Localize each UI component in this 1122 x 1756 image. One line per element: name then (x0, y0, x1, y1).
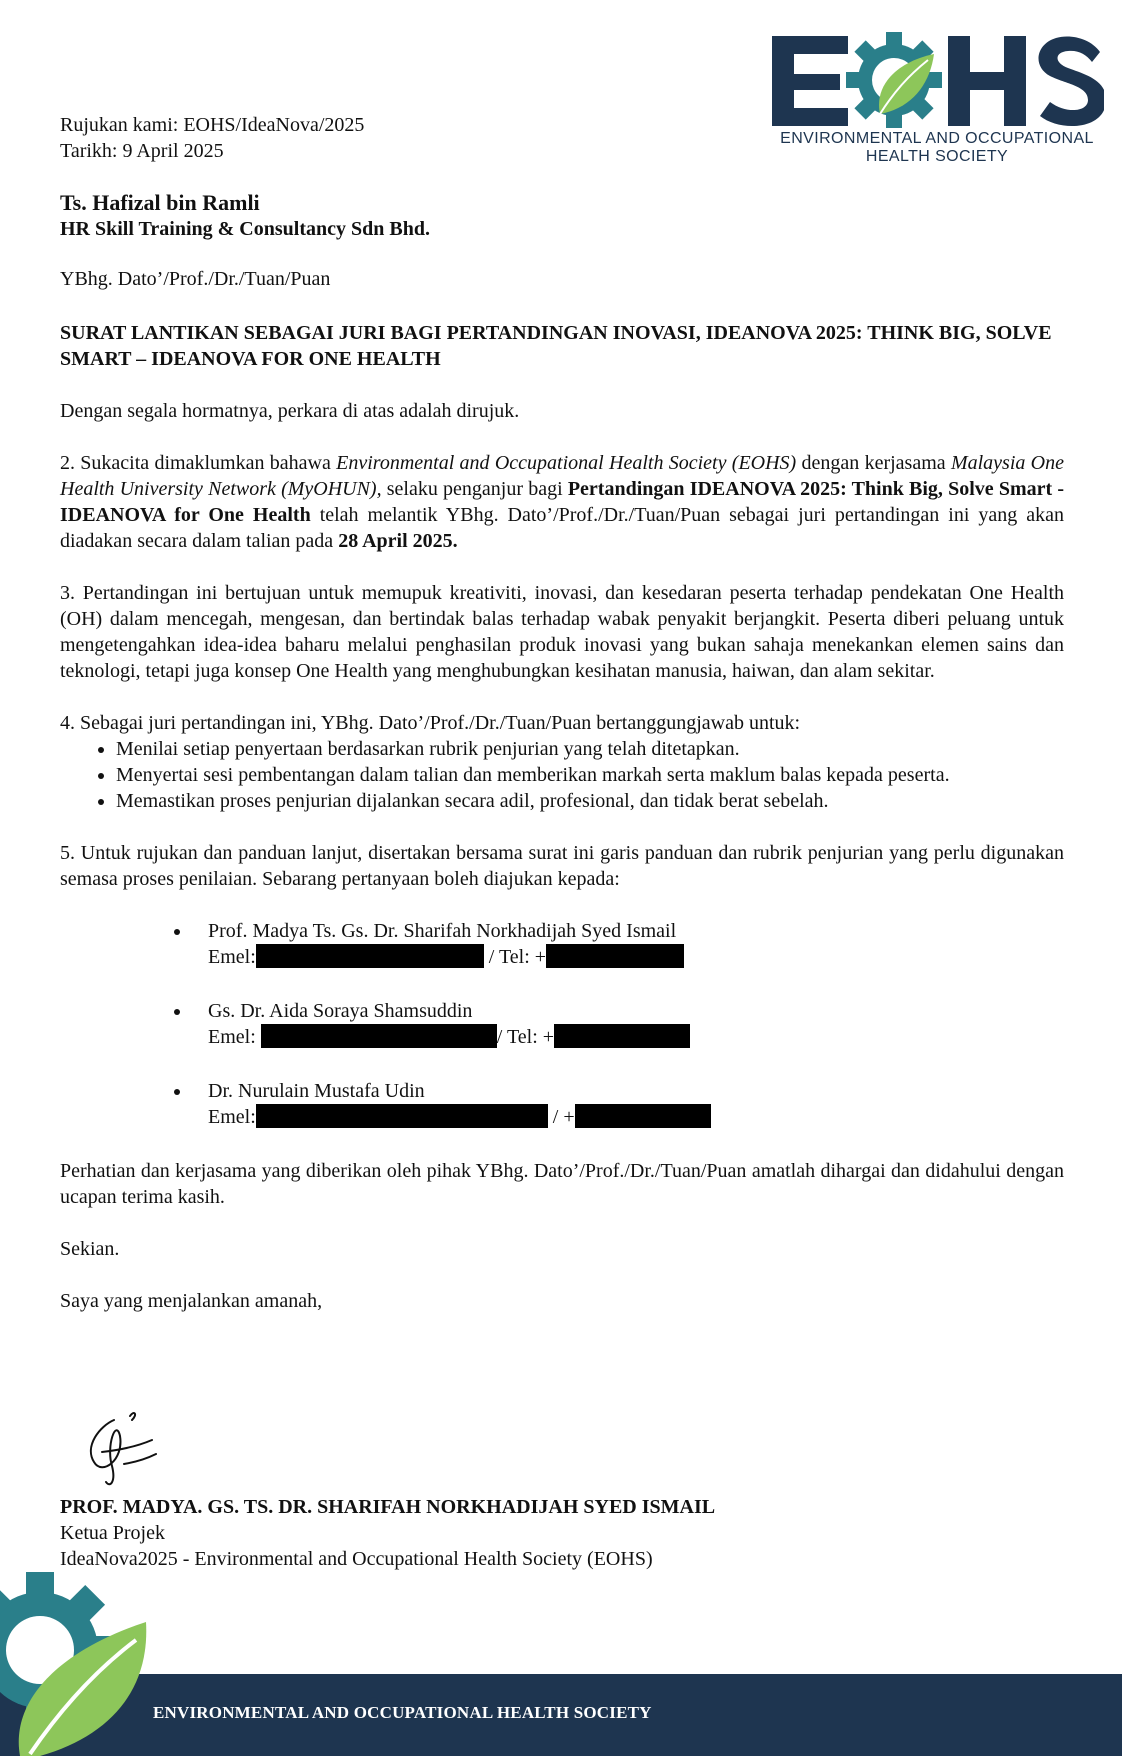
contacts-list (60, 918, 1064, 1130)
p2-text-2: dengan kerjasama (796, 452, 951, 474)
duty-item: • Menilai setiap penyertaan berdasarkan rubrik penjurian yang telah ditetapkan. (116, 736, 1064, 762)
contact-tel-label: / Tel: + (496, 1026, 555, 1048)
duty-item: • Memastikan proses penjurian dijalankan secara adil, profesional, dan tidak berat sebelah. (116, 788, 1064, 814)
contact-name: Gs. Dr. Aida Soraya Shamsuddin (208, 1000, 473, 1022)
footer-gear-leaf-icon (0, 1540, 160, 1756)
footer-society-name: ENVIRONMENTAL AND OCCUPATIONAL HEALTH SOCIETY (153, 1703, 652, 1722)
signer-role: Ketua Projek (60, 1522, 165, 1544)
letter-date: Tarikh: 9 April 2025 (60, 140, 224, 162)
p2-myohun-name: Malaysia One Health University Network (MyOHUN), (60, 452, 1064, 500)
p2-text-1: 2. Sukacita dimaklumkan bahawa (60, 452, 337, 474)
paragraph-3: 3. Pertandingan ini bertujuan untuk memupuk kreativiti, inovasi, dan kesedaran peserta terhadap pendekatan One Health (OH) dalam mencegah, mengesan, dan bertindak balas terhadap wabak penyakit berjangkit. Peserta diberi peluang untuk mengetengahkan idea-idea baharu melalui penghasilan produk inovasi yang bukan sahaja menekankan elemen sains dan teknologi, tetapi juga konsep One Health yang menghubungkan kesihatan manusia, haiwan, dan alam sekitar. (60, 582, 1064, 682)
paragraph-5: 5. Untuk rujukan dan panduan lanjut, disertakan bersama surat ini garis panduan dan rubrik penjurian yang perlu digunakan semasa proses penilaian. Sebarang pertanyaan boleh diajukan kepada: (60, 842, 1064, 890)
contact-item (192, 1078, 1064, 1130)
contact-email-label: Emel: (208, 1106, 256, 1128)
contact-email-label: Emel: (208, 946, 256, 968)
redacted-phone (546, 944, 684, 968)
contact-item (192, 998, 1064, 1050)
p2-competition-name: Pertandingan IDEANOVA 2025: Think Big, Solve Smart - IDEANOVA for One Health (60, 478, 1064, 526)
p2-text-3: selaku penganjur bagi (381, 478, 568, 500)
opening-line: Dengan segala hormatnya, perkara di atas adalah dirujuk. (60, 400, 520, 422)
recipient-organization: HR Skill Training & Consultancy Sdn Bhd. (60, 218, 430, 240)
redacted-email (256, 1104, 548, 1128)
salutation: YBhg. Dato’/Prof./Dr./Tuan/Puan (60, 268, 331, 290)
contact-tel-label: / Tel: + (483, 946, 547, 968)
signer-organization: IdeaNova2025 - Environmental and Occupational Health Society (EOHS) (60, 1548, 653, 1570)
logo-subtitle-line2: HEALTH SOCIETY (865, 148, 1009, 165)
redacted-email (261, 1024, 497, 1048)
contact-tel-label: / + (547, 1106, 575, 1128)
logo-subtitle-line1: ENVIRONMENTAL AND OCCUPATIONAL (780, 130, 1094, 147)
duty-item: • Menyertai sesi pembentangan dalam talian dan memberikan markah serta maklum balas kepada peserta. (116, 762, 1064, 788)
redacted-email (256, 944, 484, 968)
contact-email-label: Emel: (208, 1026, 261, 1048)
signer-block (60, 1494, 1060, 1572)
handwritten-signature (80, 1406, 170, 1488)
letter-subject: SURAT LANTIKAN SEBAGAI JURI BAGI PERTANDINGAN INOVASI, IDEANOVA 2025: THINK BIG, SOLVE SMART – IDEANOVA FOR ONE HEALTH (60, 322, 1052, 370)
sekian-line: Sekian. (60, 1238, 120, 1260)
signer-name: PROF. MADYA. GS. TS. DR. SHARIFAH NORKHADIJAH SYED ISMAIL (60, 1496, 716, 1518)
duties-list (60, 736, 1064, 814)
p2-text-4: telah melantik YBhg. Dato’/Prof./Dr./Tuan/Puan sebagai juri pertandingan ini yang akan diadakan secara dalam talian pada (60, 504, 1064, 552)
reference-number: Rujukan kami: EOHS/IdeaNova/2025 (60, 114, 365, 136)
contact-name: Prof. Madya Ts. Gs. Dr. Sharifah Norkhadijah Syed Ismail (208, 920, 677, 942)
redacted-phone (575, 1104, 711, 1128)
contact-name: Dr. Nurulain Mustafa Udin (208, 1080, 425, 1102)
letter-body (60, 112, 1064, 1314)
redacted-phone (554, 1024, 690, 1048)
p2-event-date: 28 April 2025. (338, 530, 458, 552)
paragraph-2 (60, 450, 1064, 554)
sign-off-line: Saya yang menjalankan amanah, (60, 1290, 323, 1312)
paragraph-4-intro: 4. Sebagai juri pertandingan ini, YBhg. Dato’/Prof./Dr./Tuan/Puan bertanggungjawab untuk: (60, 712, 801, 734)
closing-paragraph: Perhatian dan kerjasama yang diberikan oleh pihak YBhg. Dato’/Prof./Dr./Tuan/Puan amatlah dihargai dan didahului dengan ucapan terima kasih. (60, 1160, 1064, 1208)
recipient-name: Ts. Hafizal bin Ramli (60, 190, 260, 215)
p2-eohs-name: Environmental and Occupational Health Society (EOHS) (336, 452, 797, 474)
contact-item (192, 918, 1064, 970)
